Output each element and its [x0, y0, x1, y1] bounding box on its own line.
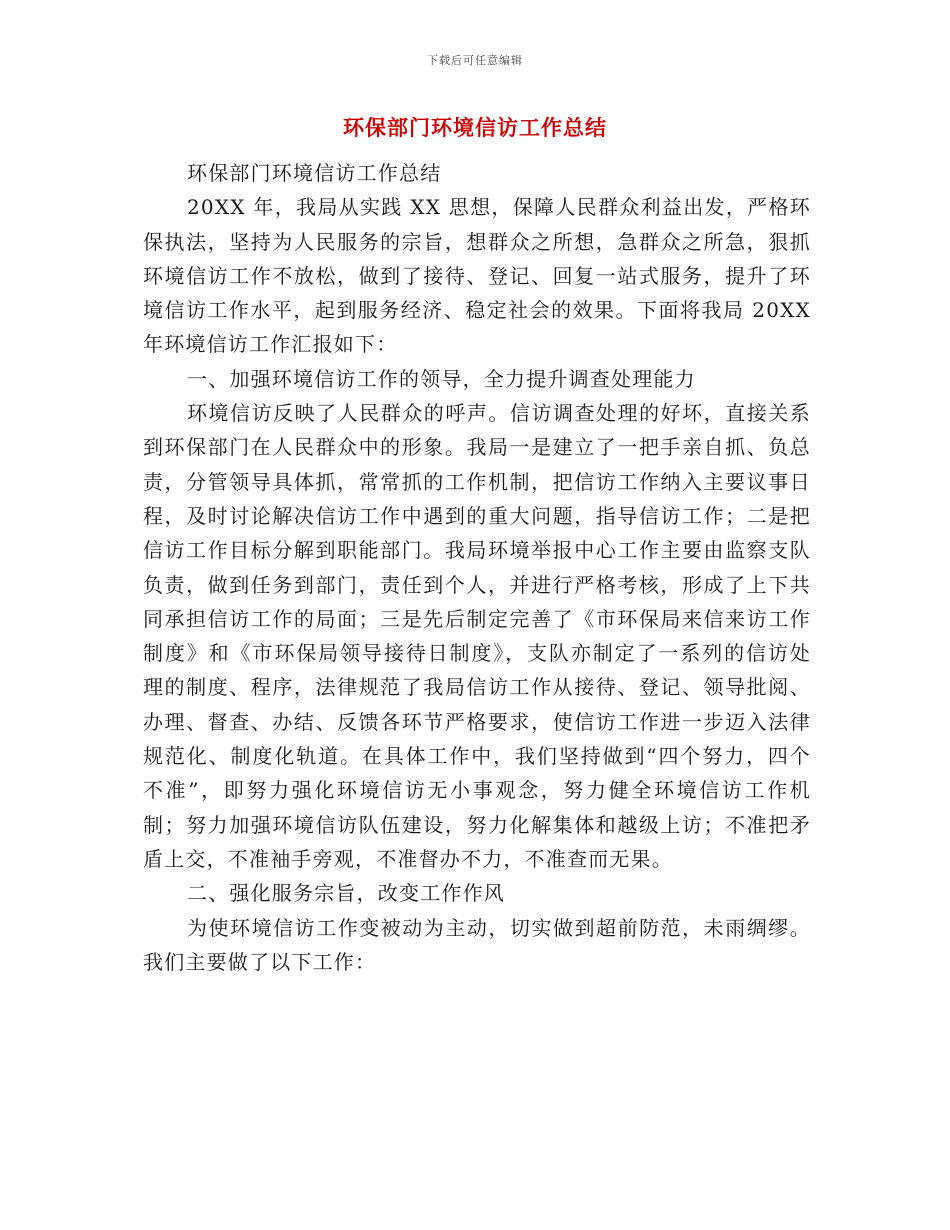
- header-note: 下载后可任意编辑: [427, 54, 523, 67]
- document-body: [143, 156, 811, 979]
- section-heading: 一、加强环境信访工作的领导，全力提升调查处理能力: [187, 366, 696, 391]
- section-heading: 二、强化服务宗旨，改变工作作风: [187, 881, 505, 906]
- paragraph: 为使环境信访工作变被动为主动，切实做到超前防范，未雨绸缪。我们主要做了以下工作：: [143, 915, 811, 974]
- paragraph: 环保部门环境信访工作总结: [187, 161, 442, 185]
- paragraph: 20XX 年，我局从实践 XX 思想，保障人民群众利益出发，严格环保执法，坚持为人民服务的宗旨，想群众之所想，急群众之所急，狠抓环境信访工作不放松，做到了接待、登记、回复一站式服务，提升了环境信访工作水平，起到服务经济、稳定社会的效果。下面将我局 20XX 年环境信访工作汇报如下：: [143, 195, 811, 357]
- paragraph: 环境信访反映了人民群众的呼声。信访调查处理的好坏，直接关系到环保部门在人民群众中的形象。我局一是建立了一把手亲自抓、负总责，分管领导具体抓，常常抓的工作机制，把信访工作纳入主要议事日程，及时讨论解决信访工作中遇到的重大问题，指导信访工作；二是把信访工作目标分解到职能部门。我局环境举报中心工作主要由监察支队负责，做到任务到部门，责任到个人，并进行严格考核，形成了上下共同承担信访工作的局面；三是先后制定完善了《市环保局来信来访工作制度》和《市环保局领导接待日制度》，支队亦制定了一系列的信访处理的制度、程序，法律规范了我局信访工作从接待、登记、领导批阅、办理、督查、办结、反馈各环节严格要求，使信访工作进一步迈入法律规范化、制度化轨道。在具体工作中，我们坚持做到“四个努力，四个不准”，即努力强化环境信访无小事观念，努力健全环境信访工作机制；努力加强环境信访队伍建设，努力化解集体和越级上访；不准把矛盾上交，不准袖手旁观，不准督办不力，不准查而无果。: [143, 401, 811, 871]
- document-title: 环保部门环境信访工作总结: [343, 115, 607, 140]
